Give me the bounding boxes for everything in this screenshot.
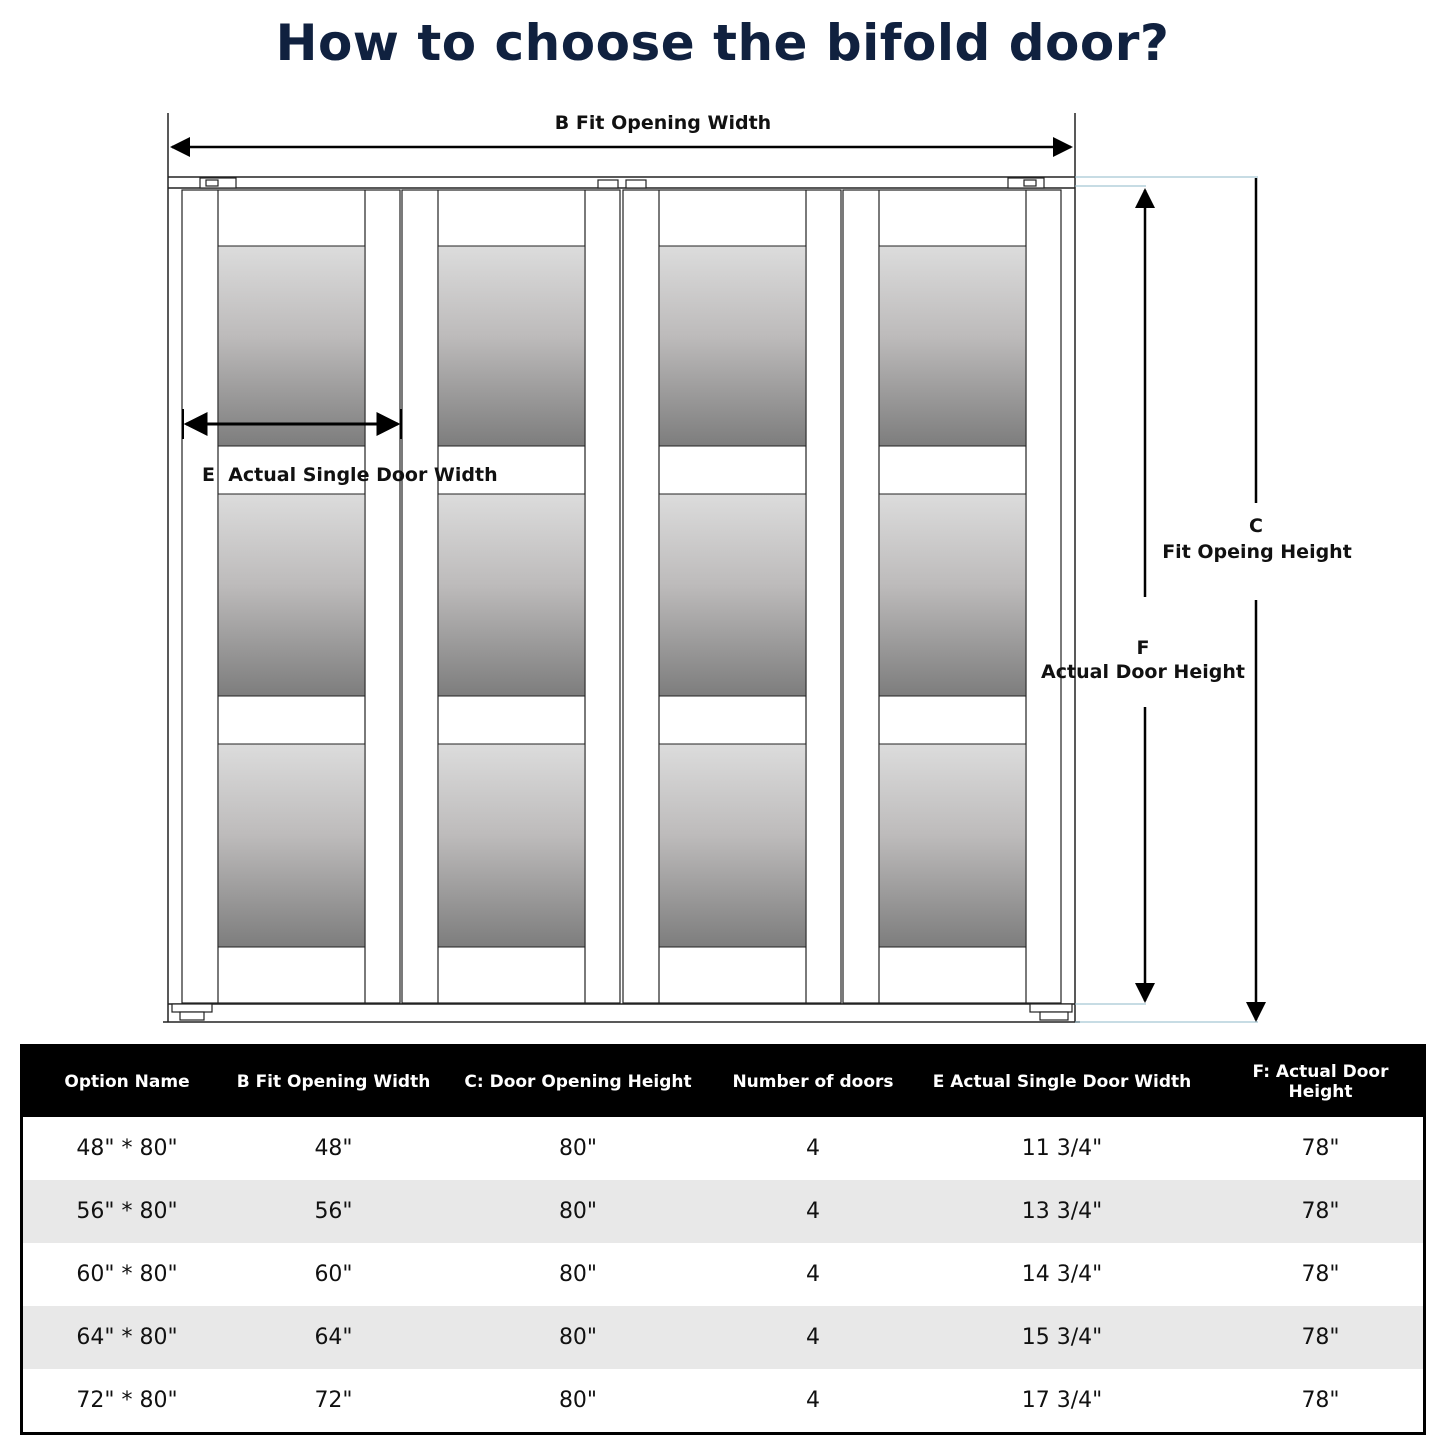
cell-fit-opening-width: 72" xyxy=(314,1388,353,1413)
cell-actual-door-height: 78" xyxy=(1301,1136,1340,1161)
opening-height-label: Fit Opeing Height xyxy=(1162,541,1352,563)
cell-number-of-doors: 4 xyxy=(806,1136,820,1161)
single-door-width-label: E Actual Single Door Width xyxy=(202,464,498,486)
header-option-name: Option Name xyxy=(64,1072,190,1092)
cell-number-of-doors: 4 xyxy=(806,1325,820,1350)
table-row xyxy=(23,1117,1423,1180)
cell-fit-opening-width: 64" xyxy=(314,1325,353,1350)
header-single-door-width: E Actual Single Door Width xyxy=(932,1072,1192,1092)
door-height-letter: F xyxy=(1136,637,1150,659)
page-title: How to choose the bifold door? xyxy=(275,14,1170,72)
table-header-row xyxy=(23,1047,1423,1117)
cell-actual-door-height: 78" xyxy=(1301,1199,1340,1224)
table-row xyxy=(23,1180,1423,1243)
cell-number-of-doors: 4 xyxy=(806,1262,820,1287)
door-panel-4 xyxy=(843,190,1061,1003)
cell-option-name: 60" * 80" xyxy=(76,1262,178,1287)
door-panel-3 xyxy=(623,190,841,1003)
cell-number-of-doors: 4 xyxy=(806,1388,820,1413)
cell-door-opening-height: 80" xyxy=(558,1325,598,1350)
size-options-table xyxy=(20,1044,1426,1435)
table-row xyxy=(23,1369,1423,1432)
door-height-label: Actual Door Height xyxy=(1041,661,1245,683)
cell-single-door-width: 15 3/4" xyxy=(1021,1325,1103,1350)
header-actual-door-height: F: Actual Door Height xyxy=(1252,1062,1389,1102)
header-number-of-doors: Number of doors xyxy=(732,1072,894,1092)
bottom-pivot-hardware xyxy=(172,1004,1072,1020)
cell-actual-door-height: 78" xyxy=(1301,1262,1340,1287)
table-row xyxy=(23,1306,1423,1369)
cell-option-name: 64" * 80" xyxy=(76,1325,178,1350)
cell-number-of-doors: 4 xyxy=(806,1199,820,1224)
cell-single-door-width: 14 3/4" xyxy=(1021,1262,1103,1287)
door-panel-1 xyxy=(182,190,400,1003)
cell-option-name: 56" * 80" xyxy=(76,1199,178,1224)
width-dimension-label: B Fit Opening Width xyxy=(554,112,772,134)
cell-option-name: 48" * 80" xyxy=(76,1136,178,1161)
cell-door-opening-height: 80" xyxy=(558,1136,598,1161)
cell-fit-opening-width: 48" xyxy=(314,1136,353,1161)
cell-fit-opening-width: 60" xyxy=(314,1262,353,1287)
top-track-hardware xyxy=(200,178,1044,188)
cell-door-opening-height: 80" xyxy=(558,1199,598,1224)
cell-door-opening-height: 80" xyxy=(558,1388,598,1413)
header-door-opening-height: C: Door Opening Height xyxy=(464,1072,692,1092)
cell-actual-door-height: 78" xyxy=(1301,1325,1340,1350)
opening-height-letter: C xyxy=(1249,515,1263,537)
cell-door-opening-height: 80" xyxy=(558,1262,598,1287)
cell-single-door-width: 17 3/4" xyxy=(1021,1388,1103,1413)
door-panel-2 xyxy=(402,190,620,1003)
cell-single-door-width: 11 3/4" xyxy=(1021,1136,1103,1161)
cell-actual-door-height: 78" xyxy=(1301,1388,1340,1413)
cell-single-door-width: 13 3/4" xyxy=(1021,1199,1103,1224)
cell-option-name: 72" * 80" xyxy=(76,1388,178,1413)
cell-fit-opening-width: 56" xyxy=(314,1199,353,1224)
table-row xyxy=(23,1243,1423,1306)
header-fit-opening-width: B Fit Opening Width xyxy=(236,1072,431,1092)
